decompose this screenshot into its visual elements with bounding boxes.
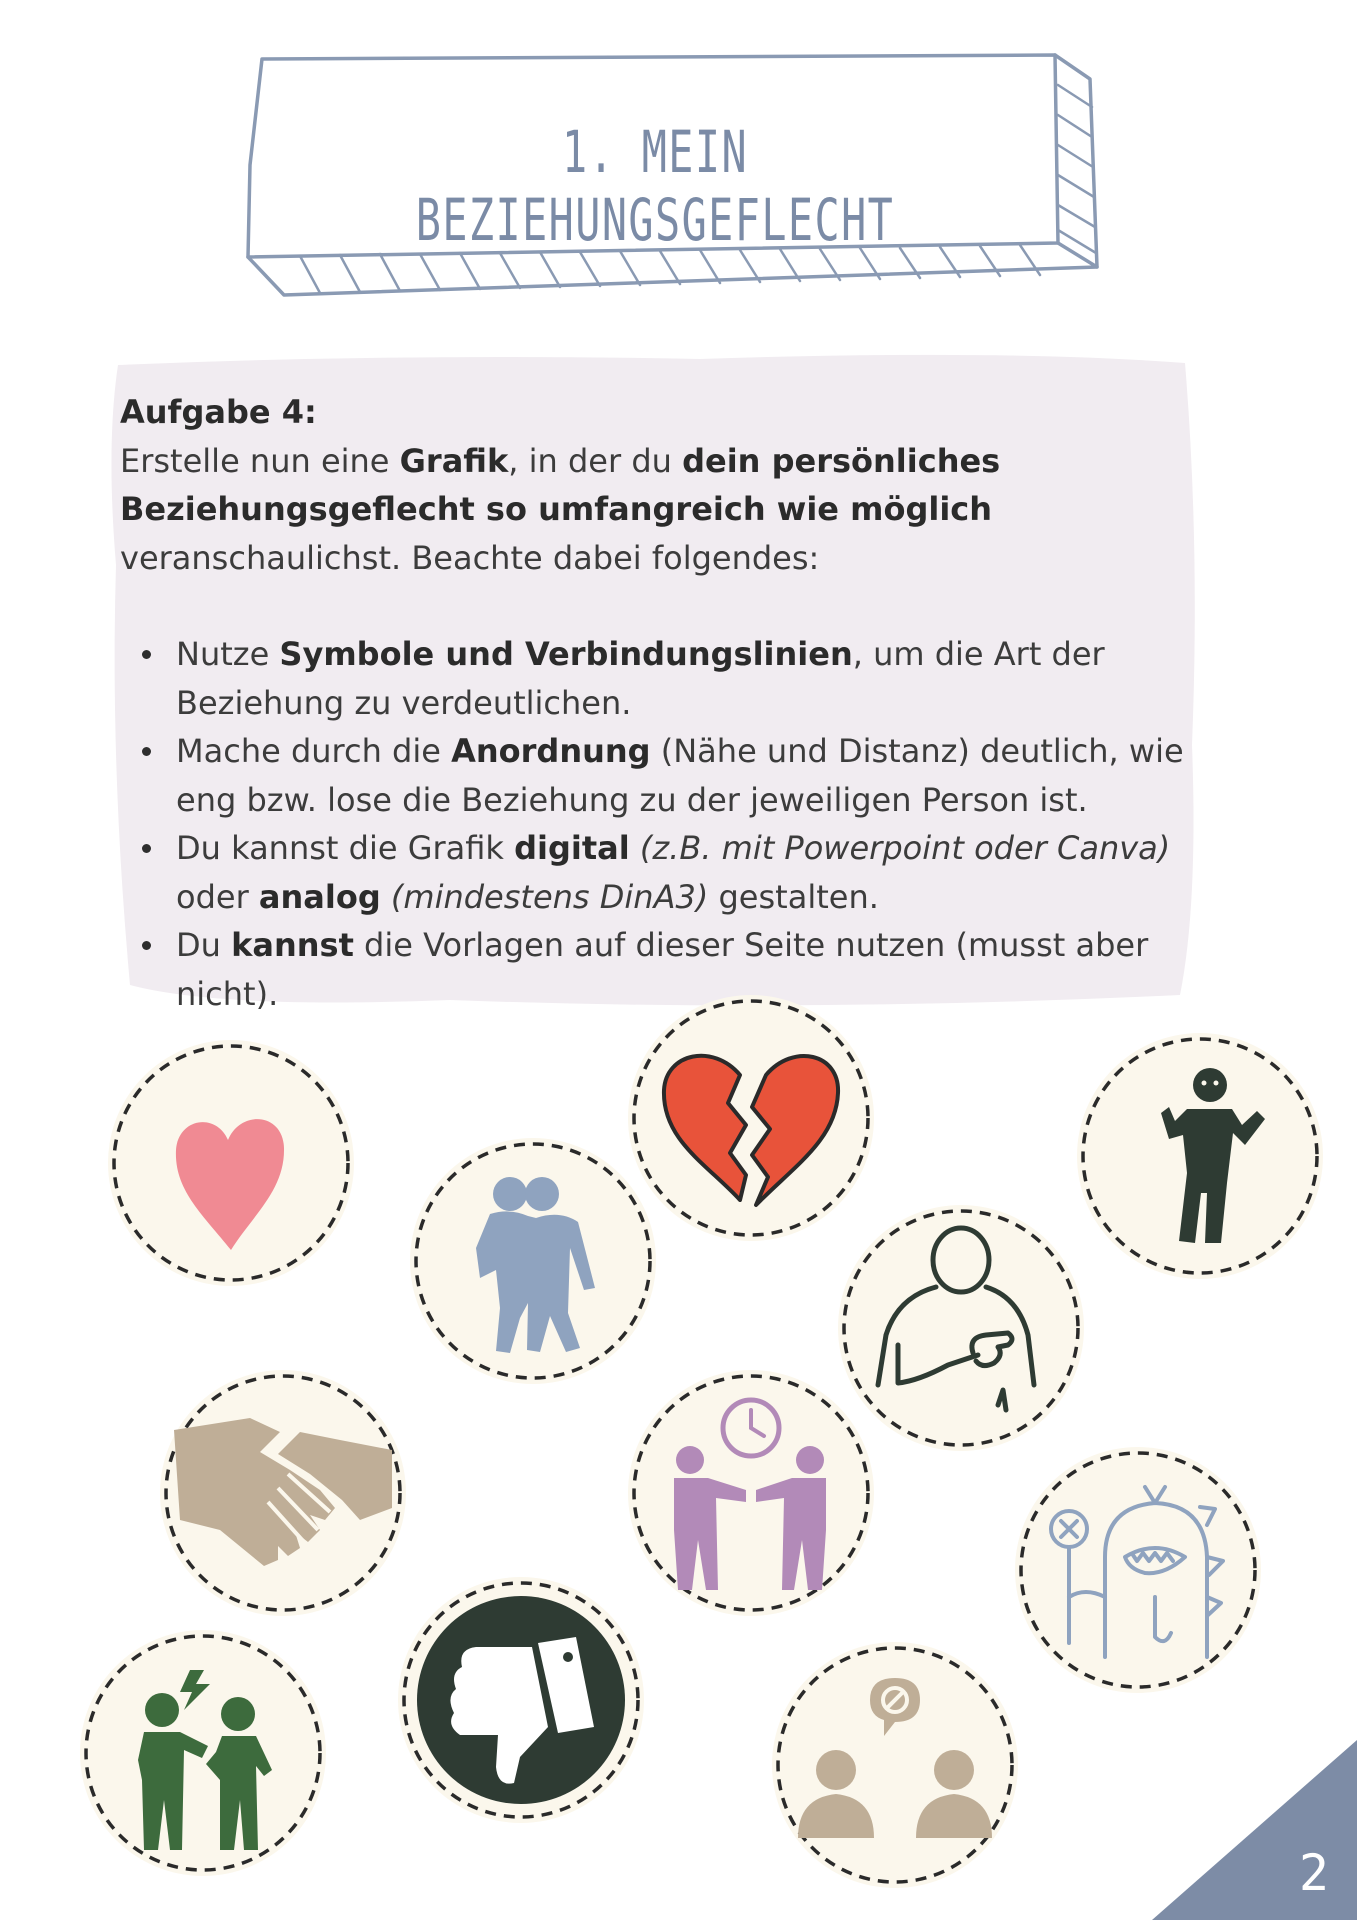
circle-thumbs-down (398, 1577, 644, 1823)
task-bullet-list (120, 630, 1210, 1018)
handshake-icon (160, 1370, 406, 1616)
circle-no-talking (772, 1642, 1018, 1888)
list-item: Mache durch die Anordnung (Nähe und Distanz) deutlich, wie eng bzw. lose die Beziehung zu der jeweiligen Person ist. (176, 727, 1210, 824)
circle-hand-on-heart (838, 1205, 1084, 1451)
arguing-people-icon (80, 1630, 326, 1876)
task-intro: Erstelle nun eine Grafik, in der du dein persönliches Beziehungsgeflecht so umfangreich wie möglich veranschaulichst. Beachte dabei folgendes: (120, 441, 1001, 577)
shrugging-person-icon (1077, 1033, 1323, 1279)
circle-meeting (628, 1370, 874, 1616)
circle-arguing (80, 1630, 326, 1876)
circle-friends (410, 1138, 656, 1384)
meeting-clock-icon (628, 1370, 874, 1616)
list-item: Du kannst die Vorlagen auf dieser Seite nutzen (musst aber nicht). (176, 921, 1210, 1018)
list-item: Du kannst die Grafik digital (z.B. mit Powerpoint oder Canva) oder analog (mindestens DinA3) gestalten. (176, 824, 1210, 921)
circle-shrug (1077, 1033, 1323, 1279)
circle-handshake (160, 1370, 406, 1616)
page-number: 2 (1298, 1844, 1329, 1902)
task-text (120, 388, 1210, 1018)
monster-stop-sign-icon (1015, 1447, 1261, 1693)
thumbs-down-icon (398, 1577, 644, 1823)
hand-on-heart-icon (838, 1205, 1084, 1451)
circle-heart (108, 1040, 354, 1286)
heart-icon (108, 1040, 354, 1286)
friends-hugging-icon (410, 1138, 656, 1384)
page-title: 1. MEIN BEZIEHUNGSGEFLECHT (415, 118, 895, 254)
circle-monster (1015, 1447, 1261, 1693)
task-heading: Aufgabe 4: (120, 393, 317, 431)
list-item: Nutze Symbole und Verbindungslinien, um die Art der Beziehung zu verdeutlichen. (176, 630, 1210, 727)
no-talking-icon (772, 1642, 1018, 1888)
